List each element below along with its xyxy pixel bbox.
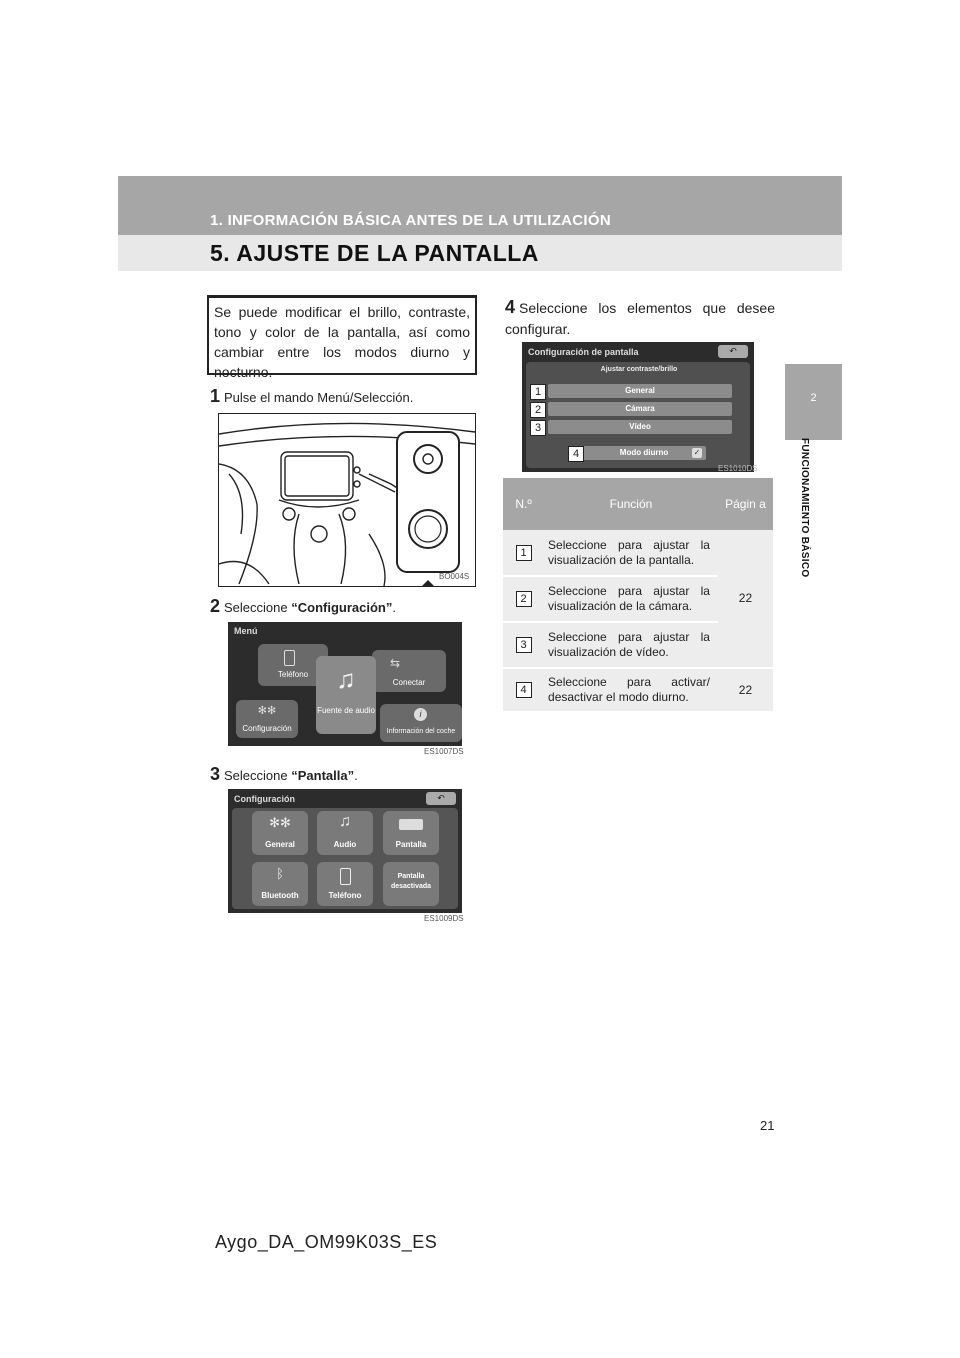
- chapter-number: 2: [810, 392, 817, 404]
- step-number: 4: [505, 297, 516, 317]
- menu-tile-car-info[interactable]: [380, 704, 462, 742]
- header-page: Págin a: [718, 478, 773, 530]
- display-title: Configuración de pantalla: [528, 347, 639, 357]
- config-tile-bluetooth[interactable]: [252, 862, 308, 906]
- checkbox-icon[interactable]: ✓: [693, 448, 701, 457]
- row-page: 22: [718, 530, 773, 668]
- config-tile-display[interactable]: [383, 811, 439, 855]
- step-2: [210, 596, 396, 617]
- callout-1: 1: [530, 384, 546, 400]
- function-table: [503, 478, 773, 713]
- figure-code: ES1007DS: [424, 747, 464, 756]
- step-number: 2: [210, 596, 221, 616]
- config-tile-audio[interactable]: [317, 811, 373, 855]
- page-number: 21: [760, 1118, 775, 1133]
- tile-label: Fuente de audio: [317, 706, 375, 715]
- header-number: N.º: [503, 478, 544, 530]
- config-tile-general[interactable]: [252, 811, 308, 855]
- figure-code: ES1010DS: [718, 464, 758, 473]
- step-text: Seleccione: [224, 768, 292, 783]
- tile-label: Información del coche: [386, 728, 456, 735]
- bluetooth-icon: ᛒ: [276, 866, 284, 881]
- tile-label: Pantalla: [395, 840, 427, 849]
- tile-label: Configuración: [242, 724, 292, 733]
- figure-code: ES1009DS: [424, 914, 464, 923]
- display-settings-screen: [522, 342, 754, 472]
- step-4: [505, 297, 775, 340]
- menu-tile-audio[interactable]: [316, 656, 376, 734]
- step-tail: .: [354, 768, 358, 783]
- section-title: 1. INFORMACIÓN BÁSICA ANTES DE LA UTILIZACIÓN: [210, 212, 611, 229]
- day-mode-label: Modo diurno: [619, 448, 669, 457]
- chapter-label: FUNCIONAMIENTO BÁSICO: [799, 438, 810, 578]
- config-tile-phone[interactable]: [317, 862, 373, 906]
- screen-icon: [399, 819, 423, 830]
- menu-title: Menú: [234, 626, 258, 636]
- step-number: 3: [210, 764, 221, 784]
- row-number: 1: [516, 545, 532, 561]
- music-note-icon: ♫: [336, 664, 356, 694]
- step-target: “Configuración”: [291, 600, 393, 615]
- info-icon: i: [414, 708, 427, 721]
- callout-4: 4: [568, 446, 584, 462]
- table-row: [503, 668, 773, 712]
- video-row[interactable]: Vídeo: [548, 420, 732, 434]
- step-text: Seleccione: [224, 600, 292, 615]
- step-1: [210, 386, 413, 407]
- step-text: Seleccione los elementos que desee configurar.: [505, 300, 775, 337]
- step-text: Pulse el mando Menú/Selección.: [224, 390, 414, 405]
- phone-icon: [284, 650, 295, 666]
- gear-icon: ✻✻: [269, 815, 291, 830]
- dashboard-illustration: [219, 414, 475, 586]
- figure-code: BO004S: [439, 572, 470, 581]
- tile-label: Conectar: [392, 678, 426, 687]
- back-button[interactable]: ↶: [718, 345, 748, 358]
- document-code: Aygo_DA_OM99K03S_ES: [215, 1232, 438, 1252]
- tile-label: Bluetooth: [261, 891, 299, 900]
- row-function: Seleccione para activar/ desactivar el modo diurno.: [544, 668, 718, 712]
- step-target: “Pantalla”: [291, 768, 355, 783]
- config-screen: [228, 789, 462, 913]
- back-button[interactable]: ↶: [426, 792, 456, 805]
- tile-label: Audio: [333, 840, 357, 849]
- step-3: [210, 764, 358, 785]
- step-number: 1: [210, 386, 221, 406]
- tile-label: General: [265, 840, 295, 849]
- intro-box: Se puede modificar el brillo, contraste, tono y color de la pantalla, así como cambiar entre los modos diurno y nocturno.: [207, 295, 477, 375]
- config-title: Configuración: [234, 794, 295, 804]
- config-tile-display-off[interactable]: [383, 862, 439, 906]
- contrast-label: Ajustar contraste/brillo: [600, 366, 678, 373]
- phone-icon: [340, 868, 351, 885]
- step-tail: .: [392, 600, 396, 615]
- general-row[interactable]: General: [548, 384, 732, 398]
- tile-label: Pantalla desactivada: [390, 873, 432, 890]
- tile-label: Teléfono: [328, 891, 362, 900]
- gear-icon: ✻✻: [257, 705, 277, 717]
- row-function: Seleccione para ajustar la visualización de vídeo.: [544, 622, 718, 668]
- tile-label: Teléfono: [277, 670, 309, 679]
- menu-tile-settings[interactable]: [236, 700, 298, 738]
- row-page: 22: [718, 668, 773, 712]
- table-row: [503, 530, 773, 576]
- menu-tile-connect[interactable]: [372, 650, 446, 692]
- row-number: 2: [516, 591, 532, 607]
- camera-row[interactable]: Cámara: [548, 402, 732, 416]
- header-function: Función: [544, 478, 718, 530]
- row-number: 3: [516, 637, 532, 653]
- callout-2: 2: [530, 402, 546, 418]
- row-function: Seleccione para ajustar la visualización de la cámara.: [544, 576, 718, 622]
- row-function: Seleccione para ajustar la visualización de la pantalla.: [544, 530, 718, 576]
- row-number: 4: [516, 682, 532, 698]
- music-note-icon: ♫: [339, 813, 351, 830]
- figure-dashboard: [218, 413, 476, 587]
- menu-screen: [228, 622, 462, 746]
- page-title: 5. AJUSTE DE LA PANTALLA: [210, 240, 539, 266]
- day-mode-button[interactable]: [582, 446, 706, 460]
- connect-icon: ⇆: [390, 656, 401, 670]
- callout-3: 3: [530, 420, 546, 436]
